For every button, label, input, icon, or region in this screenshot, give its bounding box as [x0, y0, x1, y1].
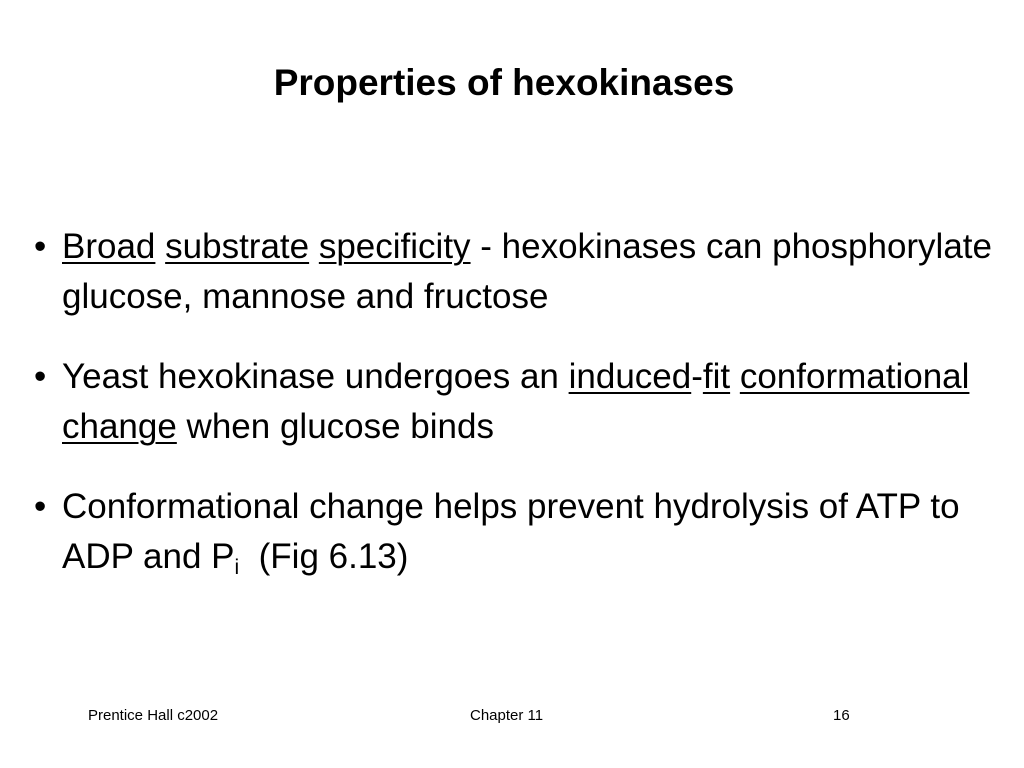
- subscript-i: i: [234, 556, 240, 579]
- bullet-icon: •: [34, 227, 47, 266]
- term-substrate: substrate: [165, 227, 310, 266]
- slide-title: Properties of hexokinases: [273, 62, 735, 103]
- text-segment: [309, 227, 319, 266]
- text-segment: Conformational change helps prevent hydrolysis of ATP to ADP and P: [62, 487, 960, 576]
- term-conformational: conformational: [739, 357, 970, 396]
- text-segment: -: [691, 357, 703, 396]
- text-segment: Yeast hexokinase undergoes an: [62, 357, 569, 396]
- bullet-icon: •: [34, 357, 47, 396]
- text-segment: when glucose binds: [176, 407, 494, 446]
- bullet-item-induced-fit: [32, 352, 992, 452]
- text-segment: - hexokinases can phosphorylate glucose, mannose and fructose: [62, 227, 992, 316]
- bullet-item-atp-hydrolysis: [32, 482, 992, 582]
- text-segment: (Fig 6.13): [239, 537, 409, 576]
- term-specificity: specificity: [318, 227, 471, 266]
- term-change: change: [62, 407, 177, 446]
- text-segment: [155, 227, 165, 266]
- bullet-item-broad-specificity: [32, 222, 992, 322]
- term-broad: Broad: [62, 227, 156, 266]
- footer-chapter: Chapter 11: [470, 707, 544, 724]
- term-fit: fit: [702, 357, 731, 396]
- bullet-icon: •: [34, 487, 47, 526]
- footer-page-number: 16: [833, 707, 850, 724]
- term-induced: induced: [568, 357, 692, 396]
- text-segment: [730, 357, 740, 396]
- bullet-list: [32, 222, 992, 612]
- footer-publisher: Prentice Hall c2002: [88, 707, 219, 724]
